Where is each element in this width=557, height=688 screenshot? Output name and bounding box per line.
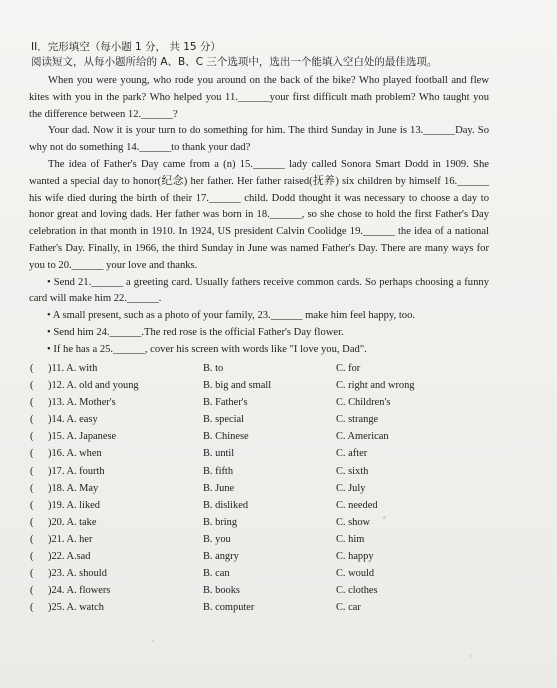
option-a: )21. A. her bbox=[48, 533, 93, 545]
option-a: )11. A. with bbox=[48, 363, 98, 374]
passage-bullet: • If he has a 25.______, cover his screen with words like "I love you, Dad". bbox=[47, 343, 367, 355]
option-b: B. you bbox=[203, 533, 231, 545]
option-c: C. him bbox=[336, 533, 365, 545]
passage-bullet: • Send him 24.______.The red rose is the official Father's Day flower. bbox=[47, 326, 344, 338]
option-a: )15. A. Japanese bbox=[48, 431, 117, 443]
reading-passage bbox=[29, 73, 489, 359]
option-row bbox=[30, 363, 510, 380]
scan-speck bbox=[152, 640, 154, 642]
option-c: C. strange bbox=[336, 414, 379, 426]
option-c: C. for bbox=[336, 363, 361, 374]
passage-paragraph: The idea of Father's Day came from a (n) 15.______ lady called Sonora Smart Dodd in 1909. She wanted a special day to honor(纪念) her father. Her father raised(抚养) six children by himself 16.______ his wife died during the birth of their 17.______ child. Dodd thought it was necessary to choose a day to honor great and loving dads. Her father was born in 18.______, so she chose to hold the first Father's Day celebration in that month in 1910. In 1924, US president Calvin Coolidge 19.______ the idea of a national Father's Day. Finally, in 1966, the third Sunday in June was named Father's Day. There are many ways for you to 20.______ your love and thanks. bbox=[29, 158, 489, 271]
option-c: C. car bbox=[336, 602, 361, 614]
option-a: )23. A. should bbox=[48, 568, 107, 580]
option-a: )12. A. old and young bbox=[48, 380, 139, 392]
option-row bbox=[30, 534, 510, 551]
option-c: C. happy bbox=[336, 551, 374, 563]
option-a: )17. A. fourth bbox=[48, 465, 105, 477]
option-b: B. bring bbox=[203, 516, 238, 528]
option-a: )19. A. liked bbox=[48, 499, 100, 511]
option-row bbox=[30, 431, 510, 448]
scan-speck bbox=[470, 655, 472, 657]
option-c: C. clothes bbox=[336, 585, 378, 597]
option-row bbox=[30, 500, 510, 517]
option-a: )24. A. flowers bbox=[48, 585, 111, 597]
option-a: )25. A. watch bbox=[48, 602, 104, 614]
option-b: B. Father's bbox=[203, 397, 248, 409]
option-row bbox=[30, 414, 510, 431]
answer-blank: ( bbox=[30, 516, 34, 528]
option-b: B. disliked bbox=[203, 499, 249, 511]
answer-blank: ( bbox=[30, 380, 34, 392]
option-b: B. can bbox=[203, 568, 230, 580]
answer-blank: ( bbox=[30, 431, 34, 443]
option-a: )18. A. May bbox=[48, 482, 99, 494]
answer-blank: ( bbox=[30, 585, 34, 597]
option-row bbox=[30, 517, 510, 534]
answer-blank: ( bbox=[30, 602, 34, 614]
answer-blank: ( bbox=[30, 465, 34, 477]
option-b: B. books bbox=[203, 585, 240, 597]
option-c: C. sixth bbox=[336, 465, 369, 477]
option-b: B. computer bbox=[203, 602, 255, 614]
passage-bullet: • Send 21.______ a greeting card. Usually fathers receive common cards. So perhaps choosing a funny card will make him 22.______. bbox=[29, 276, 489, 305]
answer-blank: ( bbox=[30, 568, 34, 580]
answer-blank: ( bbox=[30, 551, 34, 563]
section-title: II．完形填空（每小题 1 分， 共 15 分） bbox=[31, 41, 221, 53]
answer-blank: ( bbox=[30, 499, 34, 511]
option-b: B. June bbox=[203, 482, 235, 494]
option-row bbox=[30, 568, 510, 585]
option-b: B. special bbox=[203, 414, 244, 426]
option-c: C. after bbox=[336, 448, 368, 460]
option-row bbox=[30, 551, 510, 568]
option-row bbox=[30, 602, 510, 619]
answer-options bbox=[30, 363, 510, 619]
option-b: B. Chinese bbox=[203, 431, 249, 443]
section-header bbox=[31, 40, 521, 70]
option-b: B. big and small bbox=[203, 380, 272, 392]
answer-blank: ( bbox=[30, 533, 34, 545]
option-c: C. needed bbox=[336, 499, 378, 511]
option-c: C. show bbox=[336, 516, 371, 528]
answer-blank: ( bbox=[30, 448, 34, 460]
option-a: )22. A.sad bbox=[48, 551, 91, 563]
option-b: B. until bbox=[203, 448, 235, 460]
option-row bbox=[30, 585, 510, 602]
option-row bbox=[30, 380, 510, 397]
answer-blank: ( bbox=[30, 482, 34, 494]
option-a: )16. A. when bbox=[48, 448, 102, 460]
section-instruction: 阅读短文，从每小题所给的 A、B、C 三个选项中，选出一个能填入空白处的最佳选项。 bbox=[31, 56, 438, 68]
option-row bbox=[30, 397, 510, 414]
scan-speck bbox=[383, 516, 386, 519]
passage-paragraph: When you were young, who rode you around on the back of the bike? Who played football and flew kites with you in the park? Who helped you 11.______your first difficult math problem? Who taught you the difference between 12.______? bbox=[29, 75, 489, 120]
answer-blank: ( bbox=[30, 363, 34, 374]
option-a: )20. A. take bbox=[48, 516, 97, 528]
option-b: B. to bbox=[203, 363, 224, 374]
option-c: C. American bbox=[336, 431, 389, 443]
option-c: C. would bbox=[336, 568, 375, 580]
option-a: )14. A. easy bbox=[48, 414, 98, 426]
option-b: B. fifth bbox=[203, 465, 234, 477]
option-c: C. July bbox=[336, 482, 366, 494]
option-c: C. right and wrong bbox=[336, 380, 415, 392]
answer-blank: ( bbox=[30, 397, 34, 409]
option-row bbox=[30, 448, 510, 465]
passage-paragraph: Your dad. Now it is your turn to do something for him. The third Sunday in June is 13.______Day. So why not do something 14.______to thank your dad? bbox=[29, 125, 489, 154]
option-b: B. angry bbox=[203, 551, 239, 563]
option-c: C. Children's bbox=[336, 397, 391, 409]
passage-bullet: • A small present, such as a photo of your family, 23.______ make him feel happy, too. bbox=[47, 310, 416, 322]
option-row bbox=[30, 466, 510, 483]
option-row bbox=[30, 483, 510, 500]
answer-blank: ( bbox=[30, 414, 34, 426]
option-a: )13. A. Mother's bbox=[48, 397, 116, 409]
